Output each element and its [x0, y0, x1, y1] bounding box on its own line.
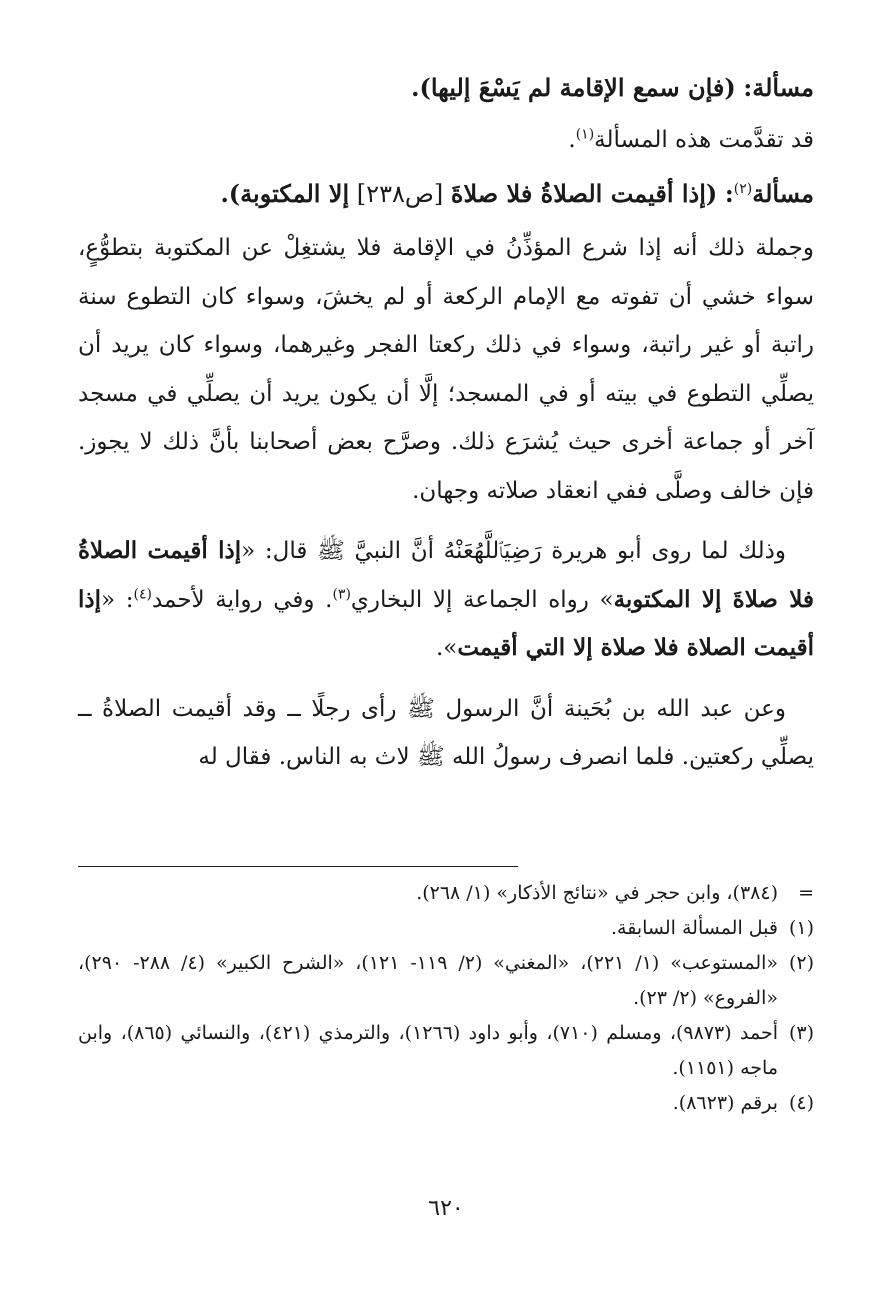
- heading-text: (فإن سمع الإقامة لم يَسْعَ إليها).: [411, 73, 736, 102]
- hadith-quote-2: إذا أقيمت الصلاة فلا صلاة إلا التي أقيمت: [78, 585, 814, 661]
- hadith-end: ».: [435, 635, 458, 661]
- footnote-item: [78, 911, 814, 946]
- footnote-item: [78, 946, 814, 1016]
- page-reference: [ص٢٣٨]: [356, 180, 444, 208]
- footnote-ref-3[interactable]: (٣): [332, 585, 351, 602]
- paragraph-hadith-abu-hurayra: [78, 527, 814, 673]
- footnote-number: (٤): [788, 1092, 814, 1114]
- hadith-intro: وذلك لما روى أبو هريرة رَضِيَٱللَّهُعَنْهُ أنَّ النبيَّ ﷺ قال: «: [241, 538, 786, 564]
- hadith-variant-colon: : «: [101, 586, 134, 613]
- footnote-text: «المستوعب» (١/ ٢٢١)، «المغني» (٢/ ١١٩- ١٢١)، «الشرح الكبير» (٤/ ٢٨٨- ٢٩٠)، «الفروع» (٢/ ٢٣).: [78, 952, 779, 1009]
- hadith-variant-intro: . وفي رواية لأحمد: [151, 586, 333, 613]
- footnote-item: [78, 1016, 814, 1086]
- cross-reference-end: .: [568, 127, 576, 153]
- cross-reference-text: قد تقدَّمت هذه المسألة: [594, 127, 814, 153]
- footnote-number: (٢): [788, 952, 814, 974]
- footnote-text: أحمد (٩٨٧٣)، ومسلم (٧١٠)، وأبو داود (١٢٦٦)، والترمذي (٤٢١)، والنسائي (٨٦٥)، وابن ماجه (١١٥١).: [78, 1022, 779, 1079]
- footnote-text: قبل المسألة السابقة.: [611, 917, 778, 939]
- section-heading-2: [78, 172, 814, 216]
- heading-label: مسألة: [752, 179, 814, 208]
- heading-label: مسألة:: [743, 73, 814, 102]
- heading-colon: :: [724, 179, 734, 208]
- footnote-item: [78, 876, 814, 911]
- hadith-source: » رواه الجماعة إلا البخاري: [350, 586, 614, 613]
- hadith-quote-1: إذا أقيمت الصلاةُ فلا صلاةَ إلا المكتوبة: [78, 537, 814, 613]
- cross-reference-line: [78, 118, 814, 162]
- footnote-ref-4[interactable]: (٤): [133, 585, 152, 602]
- heading-text-a: (إذا أقيمت الصلاةُ فلا صلاةَ: [450, 179, 718, 208]
- footnotes-section: [78, 876, 814, 1121]
- footnote-text: برقم (٨٦٢٣).: [672, 1092, 778, 1114]
- footnote-number: =: [798, 882, 814, 904]
- footnote-number: (١): [788, 917, 814, 939]
- footnote-text: (٣٨٤)، وابن حجر في «نتائج الأذكار» (١/ ٢٦٨).: [416, 882, 778, 904]
- footnote-item: [78, 1086, 814, 1121]
- heading-text-b: إلا المكتوبة).: [220, 179, 350, 208]
- page-body: [78, 62, 814, 794]
- footnote-number: (٣): [788, 1022, 814, 1044]
- paragraph-ruling: وجملة ذلك أنه إذا شرع المؤذِّنُ في الإقامة فلا يشتغِلْ عن المكتوبة بتطوُّعٍ، سواء خشي أن تفوته مع الإمام الركعة أو لم يخشَ، وسواء كان التطوع سنة راتبة أو غير راتبة، وسواء في ذلك ركعتا الفجر وغيرهما، وسواء كان يريد أن يصلِّي التطوع في بيته أو في المسجد؛ إلَّا أن يكون يريد أن يصلِّي في مسجد آخر أو جماعة أخرى حيث يُشرَع ذلك. وصرَّح بعض أصحابنا بأنَّ ذلك لا يجوز. فإن خالف وصلَّى ففي انعقاد صلاته وجهان.: [78, 235, 814, 504]
- page-number: ٦٢٠: [428, 1196, 464, 1221]
- paragraph-ibn-buhayna: وعن عبد الله بن بُحَينة أنَّ الرسول ﷺ رأى رجلًا ــ وقد أقيمت الصلاةُ ــ يصلِّي ركعتين. فلما انصرف رسولُ الله ﷺ لاث به الناس. فقال له: [78, 695, 814, 770]
- footnote-divider: [78, 866, 518, 867]
- footnote-ref-2[interactable]: (٢): [733, 181, 753, 197]
- footnote-ref-1[interactable]: (١): [575, 126, 595, 143]
- section-heading-1: [78, 66, 814, 110]
